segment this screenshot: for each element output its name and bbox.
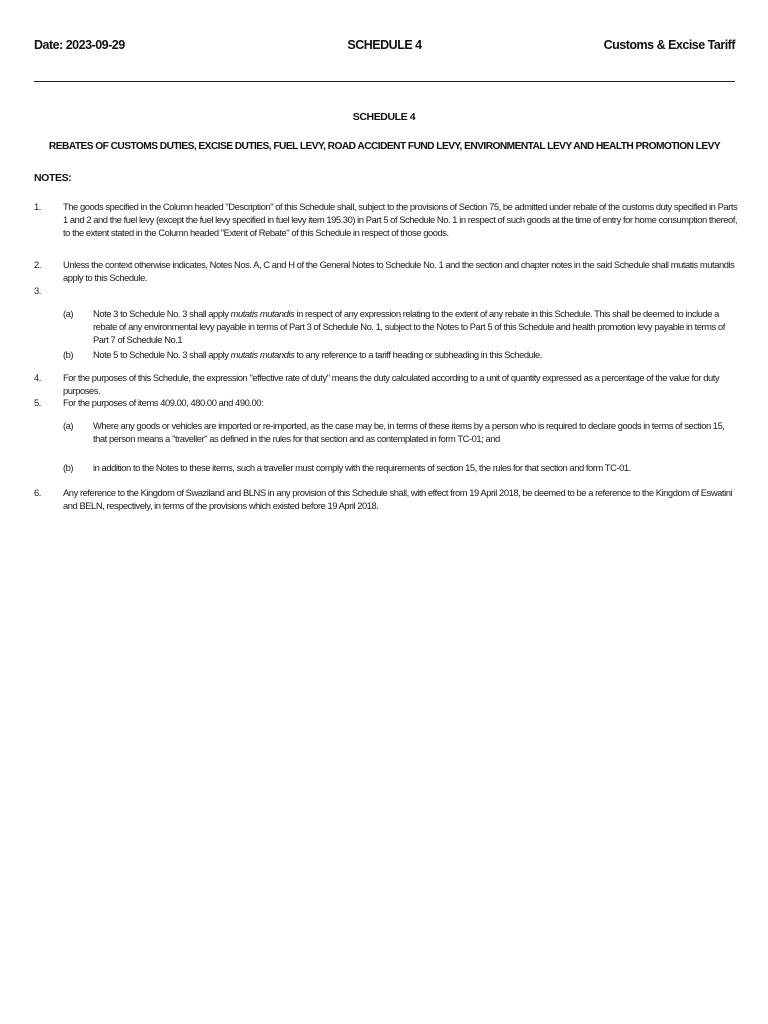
sub-text: Where any goods or vehicles are imported or re-imported, as the case may be, in terms of these items by a person who is required to declare goods in terms of section 15, that person means a "traveller" as defined in the rules for that section and as contemplated in form TC-01; and bbox=[93, 420, 725, 444]
note-number: 6. bbox=[34, 487, 41, 498]
schedule-title: SCHEDULE 4 bbox=[352, 111, 416, 123]
note-text: For the purposes of items 409.00, 480.00 and 490.00: bbox=[63, 397, 264, 408]
note-number: 5. bbox=[34, 397, 41, 408]
note-text: For the purposes of this Schedule, the expression "effective rate of duty" means the duty calculated according to a unit of quantity expressed as a percentage of the value for duty purposes. bbox=[63, 372, 720, 396]
sub-text: Note 5 to Schedule No. 3 shall apply mutatis mutandis to any reference to a tariff heading or subheading in this Schedule. bbox=[93, 349, 542, 360]
header-publication: Customs & Excise Tariff bbox=[603, 38, 735, 52]
sub-label: (a) bbox=[63, 420, 74, 431]
notes-heading: NOTES: bbox=[34, 172, 72, 184]
note-number: 4. bbox=[34, 372, 41, 383]
sub-text: Note 3 to Schedule No. 3 shall apply mutatis mutandis in respect of any expression relating to the extent of any rebate in this Schedule. This shall be deemed to include a rebate of any environmental levy payable in terms of Part 3 of Schedule No. 1, subject to the Notes to Part 5 of this Schedule and health promotion levy payable in terms of Part 7 of Schedule No.1 bbox=[93, 308, 725, 345]
main-title: REBATES OF CUSTOMS DUTIES, EXCISE DUTIES, FUEL LEVY, ROAD ACCIDENT FUND LEVY, ENVIRONMENTAL LEVY AND HEALTH PROMOTION LEVY bbox=[48, 141, 721, 152]
note-text: Unless the context otherwise indicates, Notes Nos. A, C and H of the General Notes to Schedule No. 1 and the section and chapter notes in the said Schedule shall mutatis mutandis apply to this Schedule. bbox=[63, 259, 735, 283]
header-divider bbox=[34, 81, 735, 82]
note-number: 3. bbox=[34, 285, 41, 296]
header-schedule: SCHEDULE 4 bbox=[347, 38, 422, 52]
note-number: 2. bbox=[34, 259, 41, 270]
sub-label: (b) bbox=[63, 349, 74, 360]
note-text: The goods specified in the Column headed "Description" of this Schedule shall, subject to the provisions of Section 75, be admitted under rebate of the customs duty specified in Parts 1 and 2 and the fuel levy (except the fuel levy specified in fuel levy item 195.30) in Part 5 of Schedule No. 1 in respect of such goods at the time of entry for home consumption thereof, to the extent stated in the Column headed "Extent of Rebate" of this Schedule in respect of those goods. bbox=[63, 201, 738, 238]
note-number: 1. bbox=[34, 201, 41, 212]
sub-label: (a) bbox=[63, 308, 74, 319]
sub-label: (b) bbox=[63, 462, 74, 473]
page-header bbox=[34, 38, 735, 56]
header-date: Date: 2023-09-29 bbox=[34, 38, 125, 52]
sub-text: in addition to the Notes to these items, such a traveller must comply with the requirements of section 15, the rules for that section and form TC-01. bbox=[93, 462, 631, 473]
note-text: Any reference to the Kingdom of Swaziland and BLNS in any provision of this Schedule shall, with effect from 19 April 2018, be deemed to be a reference to the Kingdom of Eswatini and BELN, respectively, in terms of the provisions which existed before 19 April 2018. bbox=[63, 487, 733, 511]
